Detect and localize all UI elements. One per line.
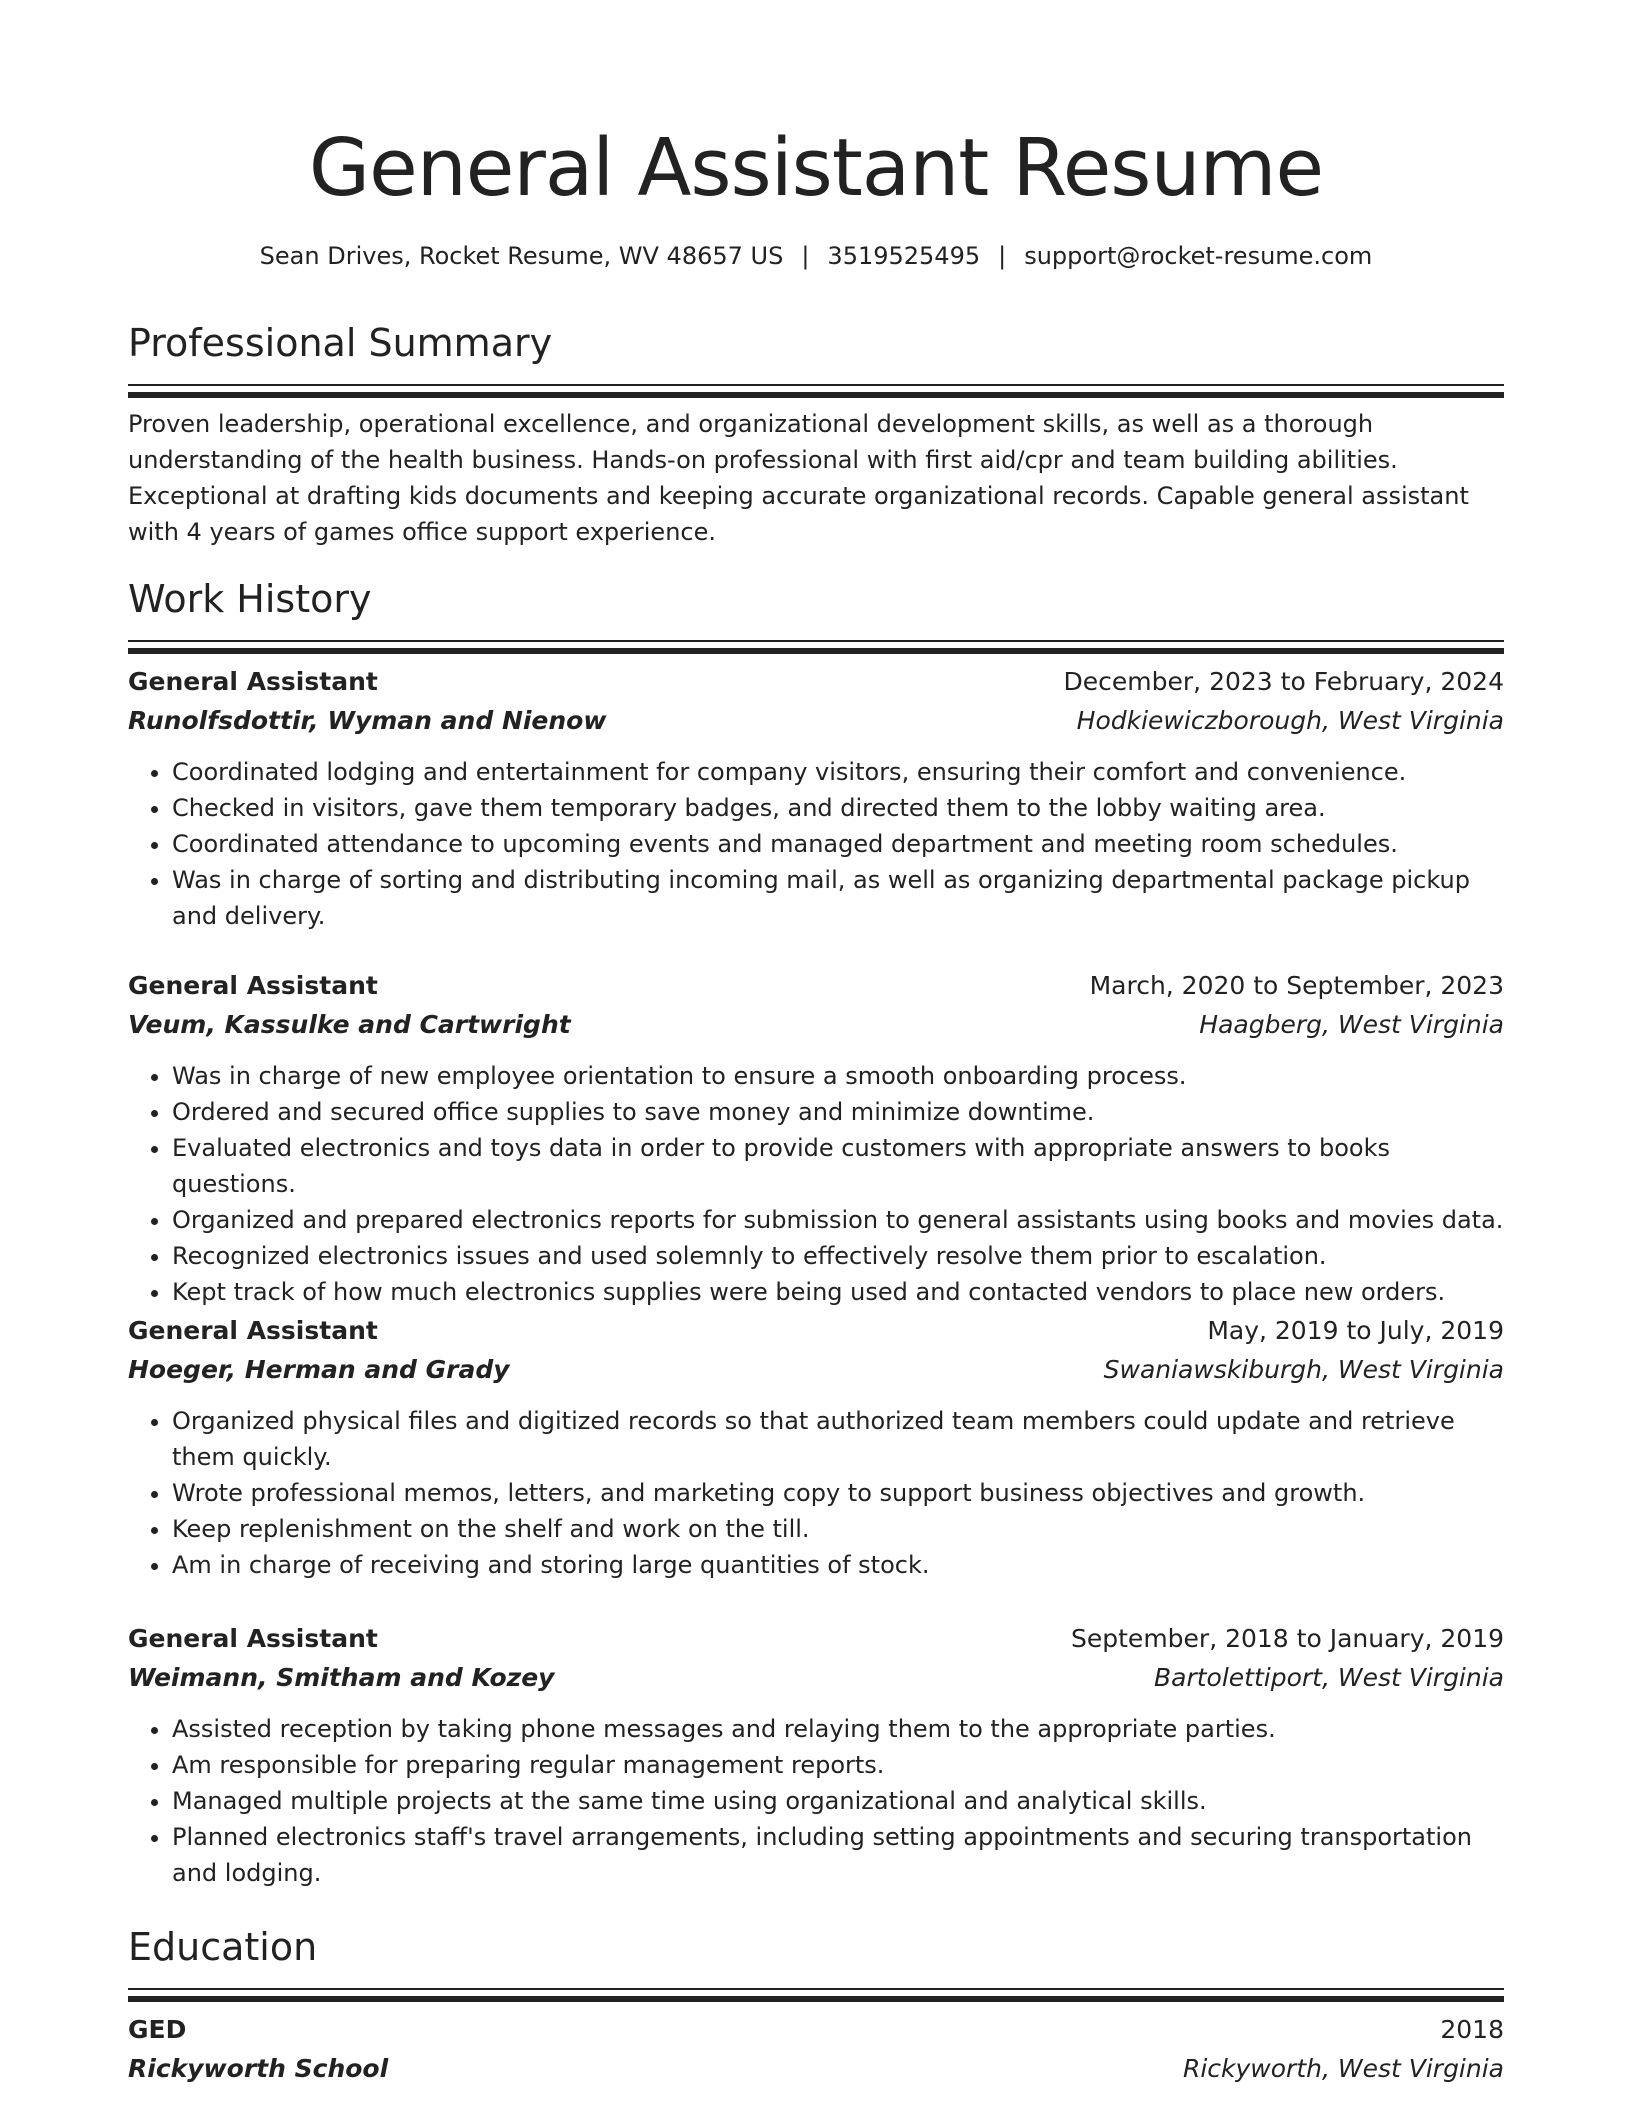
education-section-header	[128, 1922, 1504, 2002]
education-location: Rickyworth, West Virginia	[1182, 2054, 1504, 2083]
contact-email: support@rocket-resume.com	[1024, 242, 1373, 270]
job-bullet-list	[128, 1058, 1504, 1310]
job-company: Weimann, Smitham and Kozey	[128, 1663, 555, 1692]
job-location: Hodkiewiczborough, West Virginia	[1076, 706, 1504, 735]
job-bullet-list	[128, 1711, 1504, 1891]
contact-separator: |	[998, 242, 1007, 270]
list-item: • Was in charge of sorting and distributing incoming mail, as well as organizing departmental package pickup and delivery.	[172, 862, 1504, 934]
job-dates: March, 2020 to September, 2023	[1089, 971, 1504, 1000]
job-company: Runolfsdottir, Wyman and Nienow	[128, 706, 607, 735]
job-entry	[128, 1311, 1504, 1583]
list-item: • Am responsible for preparing regular management reports.	[172, 1747, 1504, 1783]
education-entry	[128, 2010, 1504, 2088]
summary-heading: Professional Summary	[128, 321, 553, 365]
job-location: Swaniawskiburgh, West Virginia	[1103, 1355, 1504, 1384]
job-company: Veum, Kassulke and Cartwright	[128, 1010, 571, 1039]
job-dates: September, 2018 to January, 2019	[1071, 1624, 1504, 1653]
list-item: • Evaluated electronics and toys data in order to provide customers with appropriate answers to books questions.	[172, 1130, 1504, 1202]
list-item: • Planned electronics staff's travel arrangements, including setting appointments and securing transportation and lodging.	[172, 1819, 1504, 1891]
job-bullet-list	[128, 1403, 1504, 1583]
list-item: • Was in charge of new employee orientation to ensure a smooth onboarding process.	[172, 1058, 1504, 1094]
list-item: • Kept track of how much electronics supplies were being used and contacted vendors to place new orders.	[172, 1274, 1504, 1310]
section-divider	[128, 392, 1504, 398]
job-entry	[128, 662, 1504, 934]
job-entry	[128, 966, 1504, 1310]
job-dates: December, 2023 to February, 2024	[1063, 667, 1504, 696]
job-dates: May, 2019 to July, 2019	[1207, 1316, 1504, 1345]
list-item: • Keep replenishment on the shelf and work on the till.	[172, 1511, 1504, 1547]
summary-section-header	[128, 318, 1504, 398]
list-item: • Coordinated lodging and entertainment for company visitors, ensuring their comfort and convenience.	[172, 754, 1504, 790]
list-item: • Assisted reception by taking phone messages and relaying them to the appropriate parties.	[172, 1711, 1504, 1747]
list-item: • Recognized electronics issues and used solemnly to effectively resolve them prior to escalation.	[172, 1238, 1504, 1274]
list-item: • Organized physical files and digitized records so that authorized team members could update and retrieve them quickly.	[172, 1403, 1504, 1475]
education-degree: GED	[128, 2015, 187, 2044]
work-history-section-header	[128, 574, 1504, 654]
list-item: • Wrote professional memos, letters, and marketing copy to support business objectives and growth.	[172, 1475, 1504, 1511]
education-heading: Education	[128, 1925, 318, 1969]
list-item: • Managed multiple projects at the same time using organizational and analytical skills.	[172, 1783, 1504, 1819]
list-item: • Checked in visitors, gave them temporary badges, and directed them to the lobby waiting area.	[172, 790, 1504, 826]
contact-address: Sean Drives, Rocket Resume, WV 48657 US	[259, 242, 784, 270]
job-title: General Assistant	[128, 971, 378, 1000]
work-history-heading: Work History	[128, 577, 372, 621]
job-location: Bartolettiport, West Virginia	[1154, 1663, 1504, 1692]
list-item: • Ordered and secured office supplies to save money and minimize downtime.	[172, 1094, 1504, 1130]
job-title: General Assistant	[128, 1316, 378, 1345]
section-divider	[128, 384, 1504, 386]
summary-text: Proven leadership, operational excellence, and organizational development skills, as well as a thorough understanding of the health business. Hands-on professional with first aid/cpr and team building abilities. Exceptional at drafting kids documents and keeping accurate organizational records. Capable general assistant with 4 years of games office support experience.	[128, 410, 1469, 546]
job-location: Haagberg, West Virginia	[1199, 1010, 1504, 1039]
job-company: Hoeger, Herman and Grady	[128, 1355, 510, 1384]
job-title: General Assistant	[128, 667, 378, 696]
section-divider	[128, 1988, 1504, 1990]
education-school: Rickyworth School	[128, 2054, 389, 2083]
list-item: • Organized and prepared electronics reports for submission to general assistants using books and movies data.	[172, 1202, 1504, 1238]
list-item: • Coordinated attendance to upcoming events and managed department and meeting room schedules.	[172, 826, 1504, 862]
section-divider	[128, 640, 1504, 642]
section-divider	[128, 1996, 1504, 2002]
job-title: General Assistant	[128, 1624, 378, 1653]
job-bullet-list	[128, 754, 1504, 934]
section-divider	[128, 648, 1504, 654]
resume-title: General Assistant Resume	[308, 122, 1324, 214]
contact-line	[128, 240, 1504, 272]
education-year: 2018	[1440, 2015, 1504, 2044]
job-entry	[128, 1619, 1504, 1891]
contact-phone: 3519525495	[827, 242, 981, 270]
list-item: • Am in charge of receiving and storing large quantities of stock.	[172, 1547, 1504, 1583]
contact-separator: |	[801, 242, 810, 270]
